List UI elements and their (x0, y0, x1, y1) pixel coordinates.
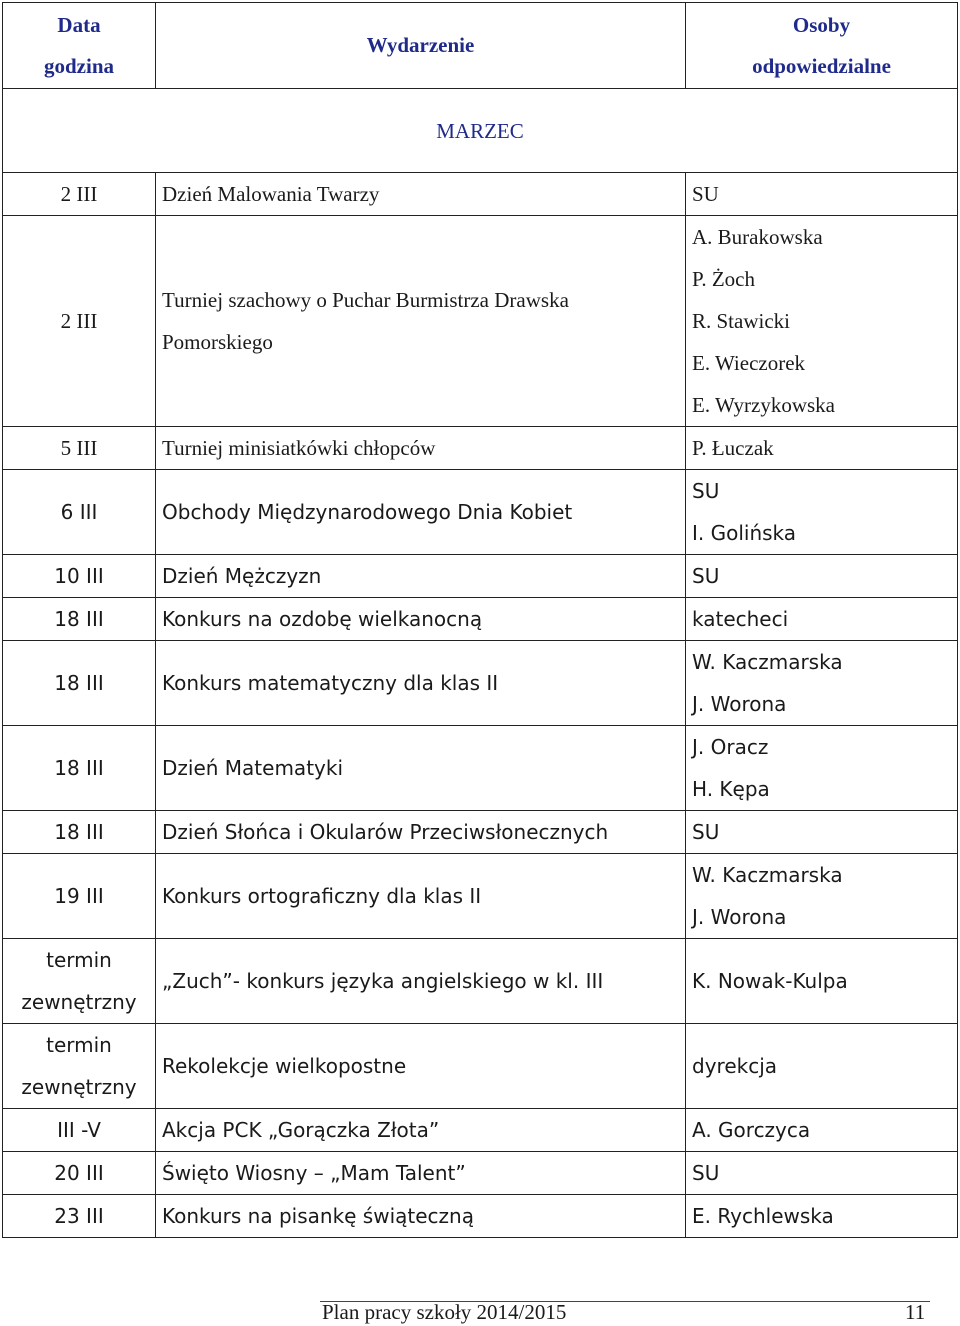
event-cell-text: Dzień Malowania Twarzy (162, 182, 380, 206)
persons-cell (686, 1024, 958, 1109)
header-event: Wydarzenie (156, 3, 686, 89)
persons-cell-text: K. Nowak-Kulpa (692, 969, 848, 993)
date-cell (3, 854, 156, 939)
table-row (3, 1024, 958, 1109)
table-row (3, 555, 958, 598)
date-cell-text: zewnętrzny (21, 1075, 137, 1099)
persons-cell (686, 555, 958, 598)
table-row (3, 598, 958, 641)
event-cell (156, 1152, 686, 1195)
header-persons: Osoby odpowiedzialne (686, 3, 958, 89)
persons-cell-text: A. Gorczyca (692, 1118, 811, 1142)
date-cell-text: 18 III (54, 756, 104, 780)
date-cell-text: 2 III (60, 309, 98, 333)
date-cell-text: 18 III (54, 671, 104, 695)
persons-cell (686, 811, 958, 854)
footer-title: Plan pracy szkoły 2014/2015 (322, 1300, 567, 1324)
table-row (3, 1109, 958, 1152)
event-cell-text: Akcja PCK „Gorączka Złota” (162, 1118, 440, 1142)
event-cell-text: Konkurs na ozdobę wielkanocną (162, 607, 483, 631)
event-cell (156, 427, 686, 470)
event-cell-text: Rekolekcje wielkopostne (162, 1054, 407, 1078)
persons-cell-text: katecheci (692, 607, 789, 631)
persons-cell-text: H. Kępa (692, 777, 770, 801)
date-cell (3, 216, 156, 427)
event-cell (156, 641, 686, 726)
persons-cell (686, 939, 958, 1024)
table-row (3, 173, 958, 216)
event-cell-text: Dzień Matematyki (162, 756, 344, 780)
persons-cell (686, 470, 958, 555)
date-cell-text: 18 III (54, 607, 104, 631)
event-cell-text: Konkurs ortograficzny dla klas II (162, 884, 482, 908)
table-header-row (3, 3, 958, 89)
table-row (3, 1152, 958, 1195)
event-cell (156, 726, 686, 811)
persons-cell-text: SU (692, 1161, 720, 1185)
date-cell (3, 726, 156, 811)
persons-cell-text: P. Żoch (692, 267, 755, 291)
date-cell (3, 427, 156, 470)
date-cell (3, 555, 156, 598)
persons-cell (686, 1195, 958, 1238)
date-cell (3, 1109, 156, 1152)
persons-cell (686, 641, 958, 726)
date-cell-text: 23 III (54, 1204, 104, 1228)
persons-cell-text: E. Rychlewska (692, 1204, 834, 1228)
persons-cell-text: E. Wieczorek (692, 351, 806, 375)
date-cell-text: 19 III (54, 884, 104, 908)
persons-cell-text: I. Golińska (692, 521, 797, 545)
table-row (3, 641, 958, 726)
table-row (3, 216, 958, 427)
persons-cell (686, 216, 958, 427)
date-cell-text: 20 III (54, 1161, 104, 1185)
persons-cell-text: W. Kaczmarska (692, 650, 843, 674)
date-cell (3, 1024, 156, 1109)
date-cell-text: termin (46, 948, 112, 972)
table-row (3, 811, 958, 854)
persons-cell (686, 173, 958, 216)
date-cell-text: 5 III (60, 436, 98, 460)
persons-cell (686, 598, 958, 641)
footer-page-number: 11 (905, 1300, 926, 1324)
persons-cell-text: R. Stawicki (692, 309, 790, 333)
event-cell (156, 555, 686, 598)
header-date: Data godzina (3, 3, 156, 89)
date-cell (3, 811, 156, 854)
persons-cell-text: A. Burakowska (692, 225, 823, 249)
event-cell-text: Turniej szachowy o Puchar Burmistrza Drawska (162, 288, 569, 312)
date-cell (3, 598, 156, 641)
date-cell (3, 470, 156, 555)
persons-cell (686, 1152, 958, 1195)
date-cell-text: 10 III (54, 564, 104, 588)
date-cell-text: termin (46, 1033, 112, 1057)
event-cell-text: Pomorskiego (162, 330, 273, 354)
event-cell-text: „Zuch”- konkurs języka angielskiego w kl. III (162, 969, 604, 993)
date-cell (3, 173, 156, 216)
event-cell (156, 216, 686, 427)
event-cell-text: Obchody Międzynarodowego Dnia Kobiet (162, 500, 573, 524)
persons-cell-text: W. Kaczmarska (692, 863, 843, 887)
event-cell (156, 1024, 686, 1109)
persons-cell (686, 1109, 958, 1152)
date-cell (3, 1152, 156, 1195)
event-cell (156, 811, 686, 854)
persons-cell-text: E. Wyrzykowska (692, 393, 835, 417)
table-row (3, 1195, 958, 1238)
schedule-table (2, 2, 958, 1238)
persons-cell-text: J. Worona (692, 692, 787, 716)
month-label: MARZEC (3, 89, 958, 173)
event-cell (156, 1109, 686, 1152)
event-cell (156, 1195, 686, 1238)
event-cell (156, 854, 686, 939)
date-cell-text: 2 III (60, 182, 98, 206)
persons-cell-text: SU (692, 820, 720, 844)
persons-cell (686, 854, 958, 939)
table-row (3, 427, 958, 470)
event-cell-text: Turniej minisiatkówki chłopców (162, 436, 436, 460)
persons-cell-text: SU (692, 479, 720, 503)
event-cell (156, 939, 686, 1024)
event-cell-text: Dzień Słońca i Okularów Przeciwsłonecznych (162, 820, 609, 844)
date-cell-text: zewnętrzny (21, 990, 137, 1014)
persons-cell-text: J. Oracz (692, 735, 769, 759)
persons-cell (686, 427, 958, 470)
persons-cell-text: dyrekcja (692, 1054, 778, 1078)
date-cell (3, 939, 156, 1024)
persons-cell-text: P. Łuczak (692, 436, 774, 460)
event-cell-text: Konkurs na pisankę świąteczną (162, 1204, 474, 1228)
persons-cell (686, 726, 958, 811)
table-row (3, 470, 958, 555)
event-cell (156, 173, 686, 216)
persons-cell-text: J. Worona (692, 905, 787, 929)
event-cell-text: Dzień Mężczyzn (162, 564, 322, 588)
persons-cell-text: SU (692, 564, 720, 588)
persons-cell-text: SU (692, 182, 719, 206)
event-cell (156, 598, 686, 641)
table-row (3, 854, 958, 939)
date-cell-text: III -V (57, 1118, 101, 1142)
date-cell-text: 6 III (60, 500, 98, 524)
table-row (3, 726, 958, 811)
event-cell-text: Konkurs matematyczny dla klas II (162, 671, 499, 695)
date-cell (3, 641, 156, 726)
table-row (3, 939, 958, 1024)
date-cell (3, 1195, 156, 1238)
event-cell-text: Święto Wiosny – „Mam Talent” (162, 1161, 466, 1185)
date-cell-text: 18 III (54, 820, 104, 844)
event-cell (156, 470, 686, 555)
month-row (3, 89, 958, 173)
